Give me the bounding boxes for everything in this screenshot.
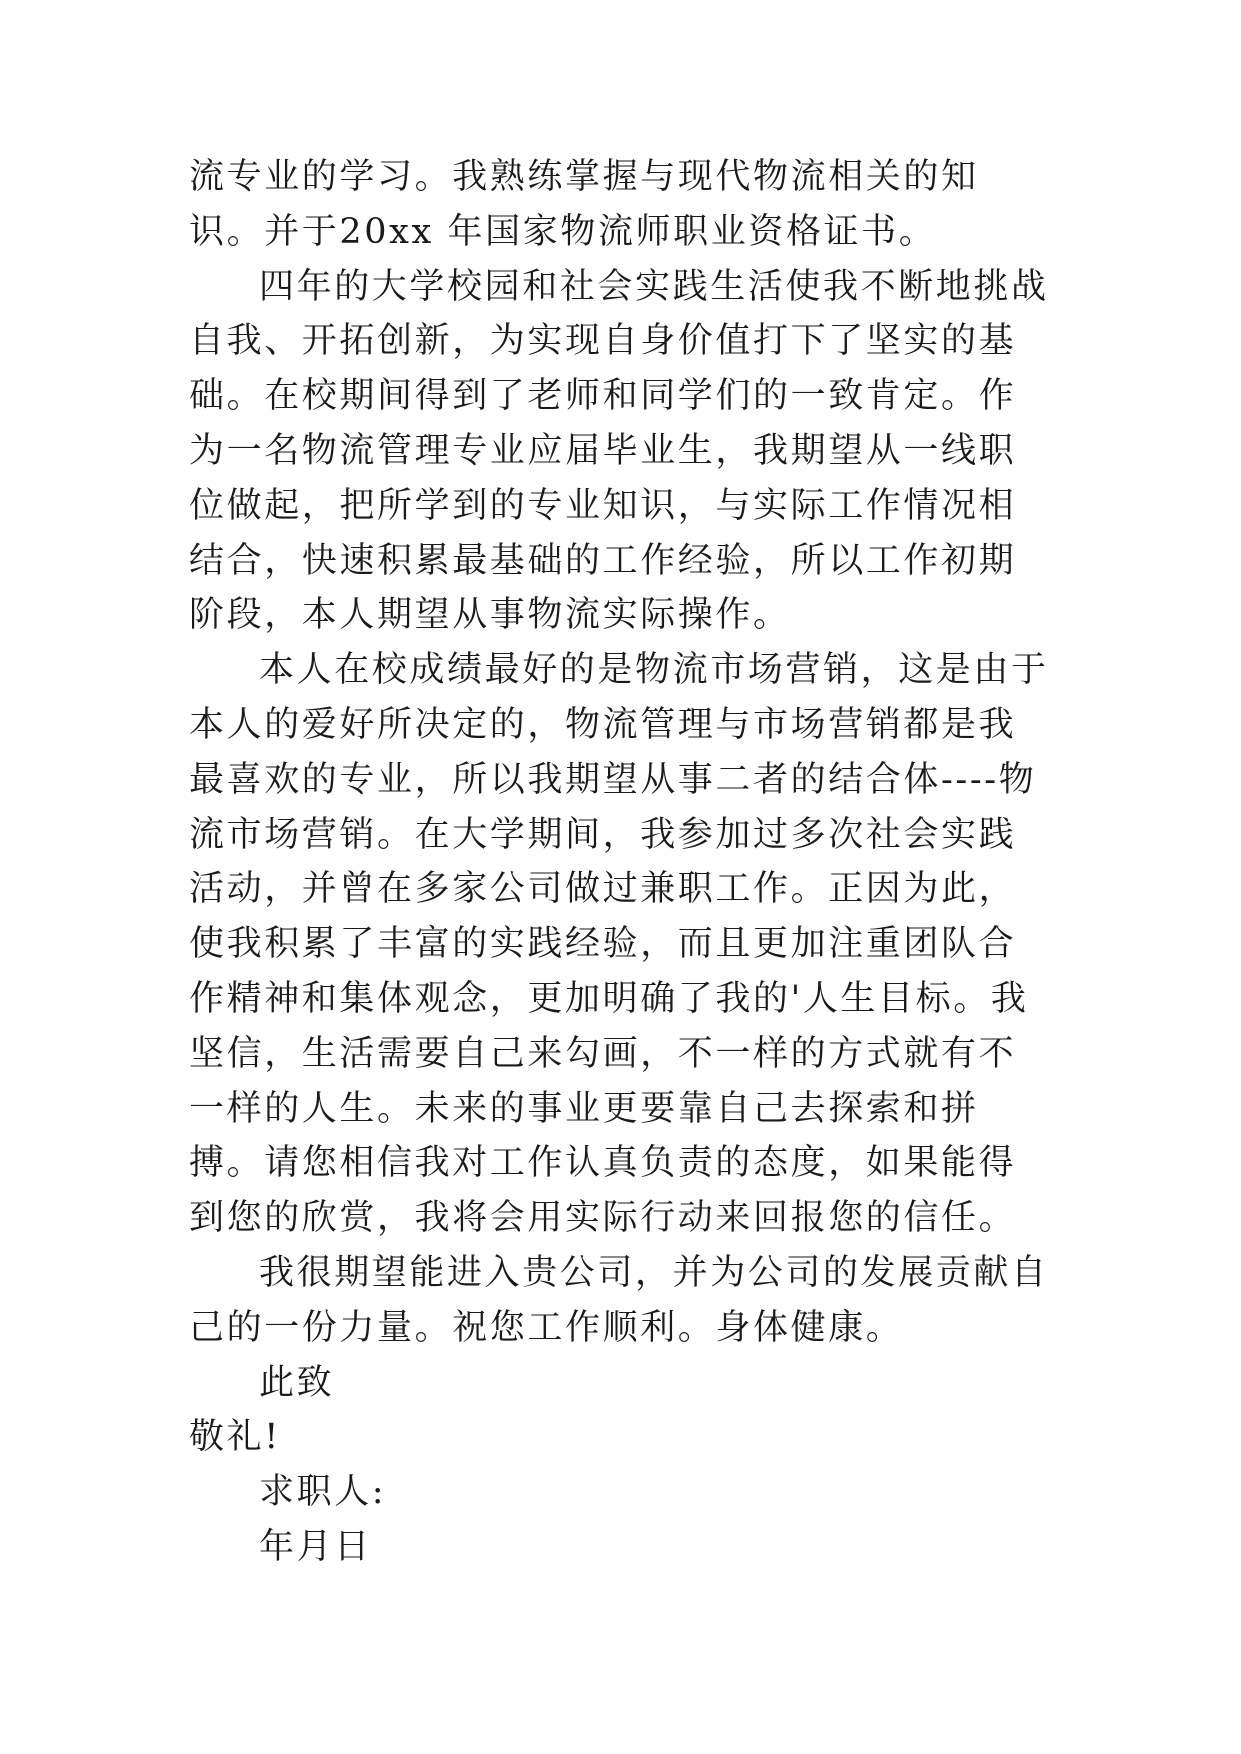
signature-label: 求职人: — [259, 1472, 387, 1513]
paragraph-2: 四年的大学校园和社会实践生活使我不断地挑战自我、开拓创新，为实现自身价值打下了坚实的基础。在校期间得到了老师和同学们的一致肯定。作为一名物流管理专业应届毕业生，我期望从一线职位做起，把所学到的专业知识，与实际工作情况相结合，快速积累最基础的工作经验，所以工作初期阶段，本人期望从事物流实际操作。 — [189, 266, 1049, 636]
letter-body — [189, 150, 1049, 1575]
paragraph-3: 本人在校成绩最好的是物流市场营销，这是由于本人的爱好所决定的，物流管理与市场营销都是我最喜欢的专业，所以我期望从事二者的结合体----物流市场营销。在大学期间，我参加过多次社会实践活动，并曾在多家公司做过兼职工作。正因为此，使我积累了丰富的实践经验，而且更加注重团队合作精神和集体观念，更加明确了我的'人生目标。我坚信，生活需要自己来勾画，不一样的方式就有不一样的人生。未来的事业更要靠自己去探索和拼搏。请您相信我对工作认真负责的态度，如果能得到您的欣赏，我将会用实际行动来回报您的信任。 — [189, 650, 1049, 1239]
paragraph-4: 我很期望能进入贵公司，并为公司的发展贡献自己的一份力量。祝您工作顺利。身体健康。 — [189, 1252, 1049, 1348]
closing-line-1: 此致 — [259, 1362, 335, 1403]
date-label: 年月日 — [259, 1526, 372, 1567]
paragraph-1: 流专业的学习。我熟练掌握与现代物流相关的知识。并于20xx 年国家物流师职业资格证书。 — [189, 157, 979, 252]
closing-line-2: 敬礼! — [189, 1417, 281, 1458]
